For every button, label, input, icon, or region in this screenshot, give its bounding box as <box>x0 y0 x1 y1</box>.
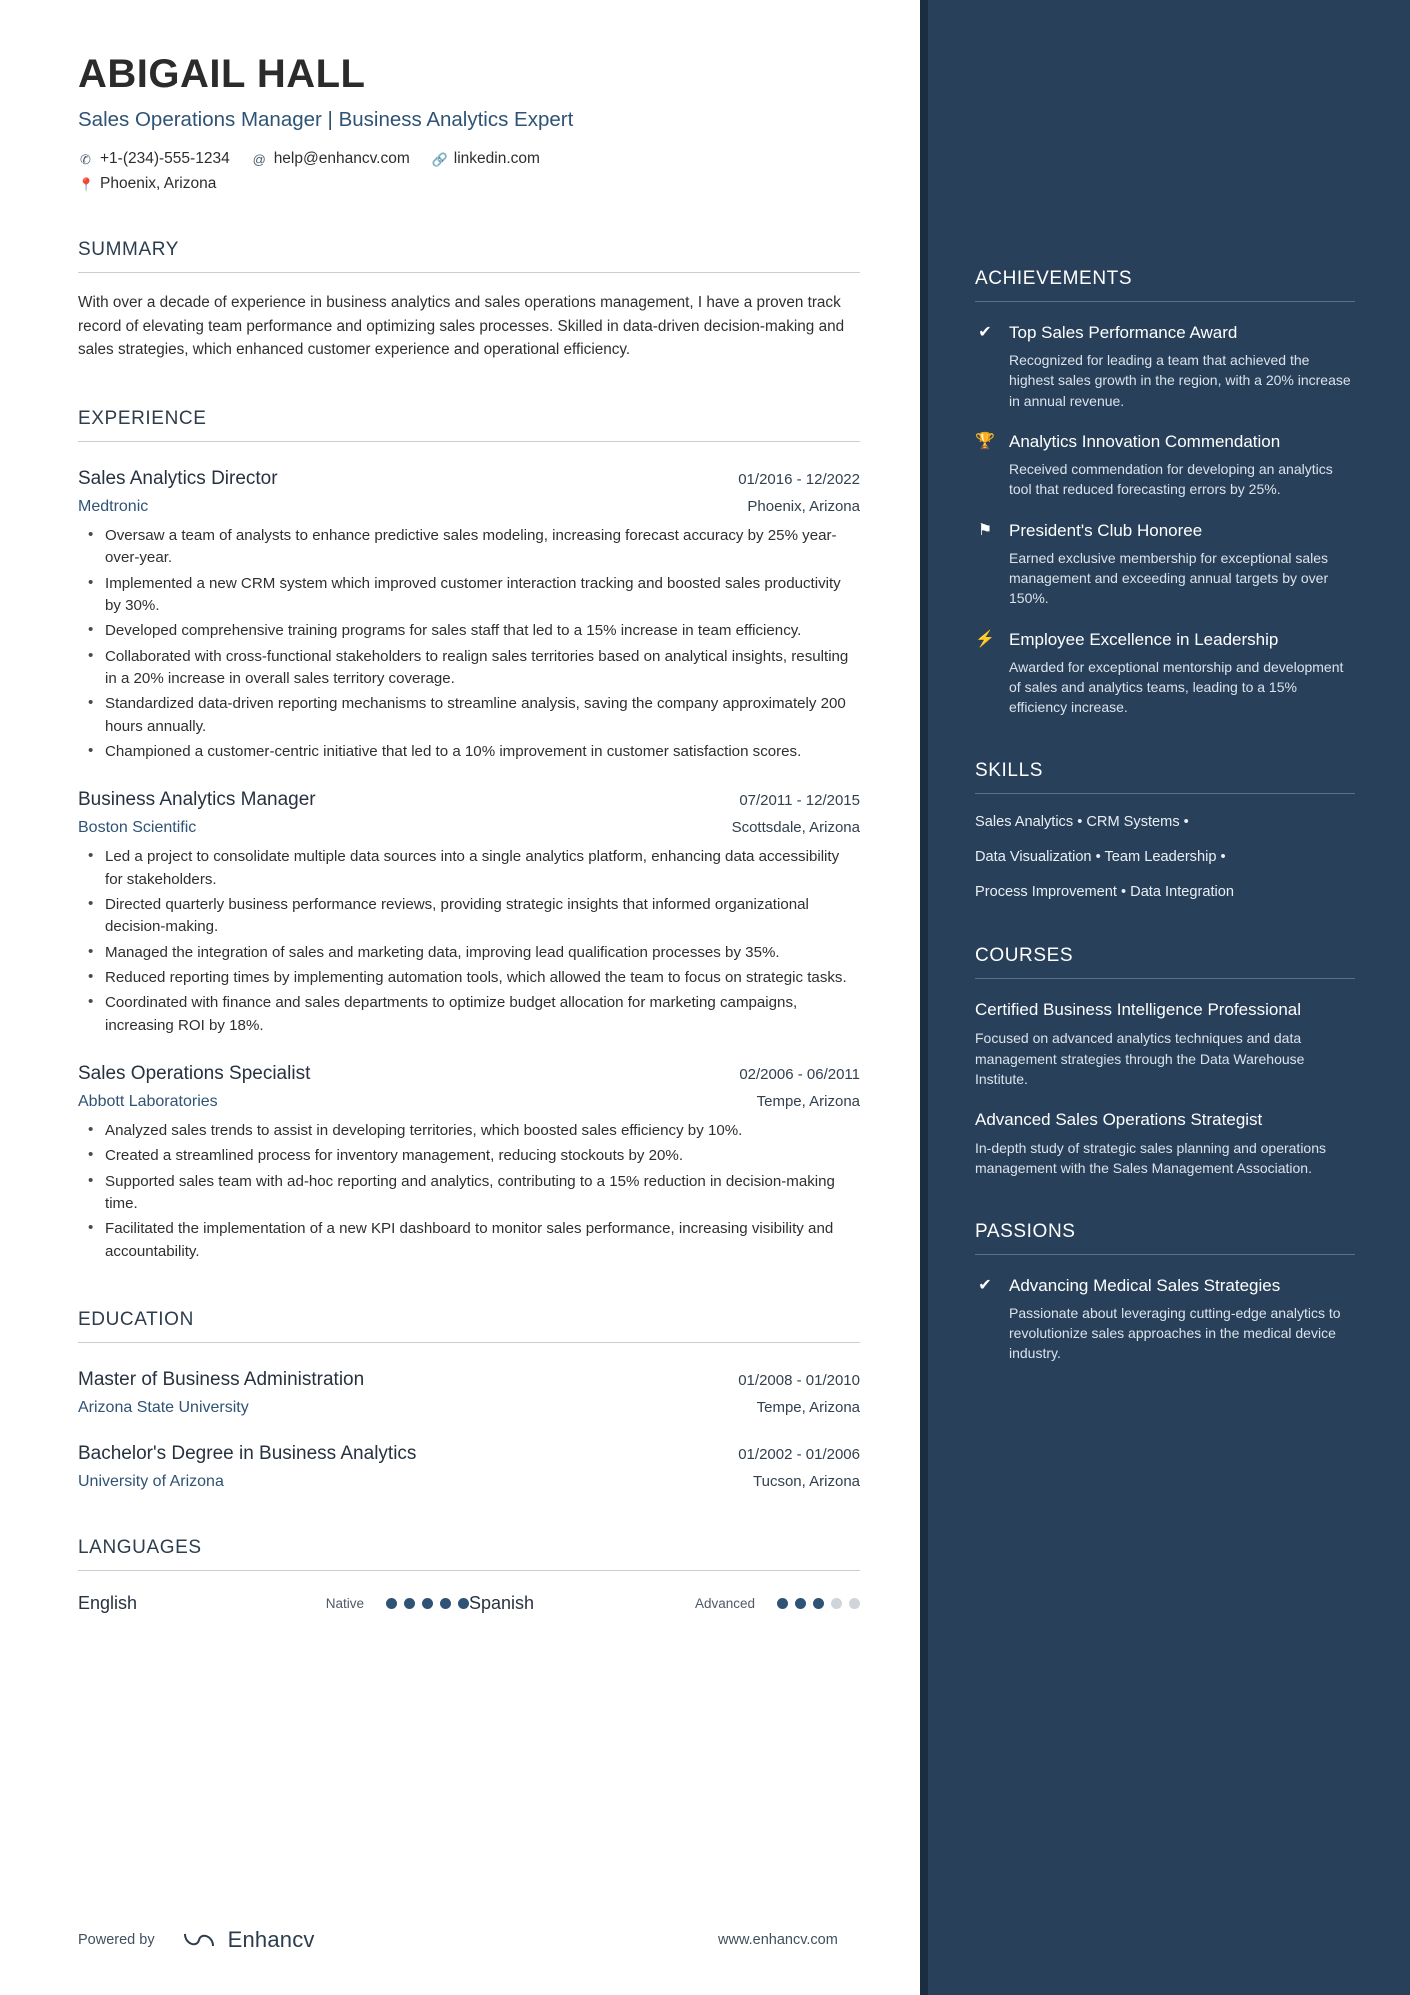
contact-email <box>252 150 410 168</box>
phone-icon: ✆ <box>80 151 91 167</box>
degree-title: Bachelor's Degree in Business Analytics <box>78 1442 417 1464</box>
summary-text: With over a decade of experience in business analytics and sales operations management, I have a proven track record of elevating team performance and optimizing sales processes. Skilled in data-driven decision-making and sales strategies, which enhanced customer experience and operational efficiency. <box>78 294 845 359</box>
job-title: Sales Operations Specialist <box>78 1063 311 1085</box>
contact-phone-value: +1-(234)-555-1234 <box>100 150 230 167</box>
languages-row <box>78 1593 860 1614</box>
job-company: Boston Scientific <box>78 819 197 837</box>
skills-line: Data Visualization • Team Leadership • <box>975 848 1226 865</box>
rating-dot <box>404 1598 415 1609</box>
achievement-item <box>975 629 1355 718</box>
rating-dot <box>777 1598 788 1609</box>
passion-desc: Passionate about leveraging cutting-edge analytics to revolutionize sales approaches in the medical device industry. <box>1009 1304 1341 1362</box>
language-item <box>78 1593 469 1614</box>
passion-title: Advancing Medical Sales Strategies <box>1009 1275 1281 1295</box>
skills-list <box>975 812 1355 903</box>
contact-location-value: Phoenix, Arizona <box>100 175 217 192</box>
course-item <box>975 999 1355 1089</box>
courses-section-title: COURSES <box>975 945 1355 979</box>
language-name: English <box>78 1592 138 1613</box>
experience-item <box>78 1063 860 1263</box>
summary-section-title: SUMMARY <box>78 239 860 273</box>
job-location: Phoenix, Arizona <box>747 498 860 516</box>
location-pin-icon: 📍 <box>78 176 95 192</box>
rating-dot <box>458 1598 469 1609</box>
languages-section <box>78 1537 860 1614</box>
achievements-section <box>975 268 1355 718</box>
list-item: • Created a streamlined process for inventory management, reducing stockouts by 20%. <box>78 1145 860 1167</box>
list-item: • Oversaw a team of analysts to enhance predictive sales modeling, increasing forecast accuracy by 25% year-over-year. <box>78 525 860 570</box>
trophy-icon: 🏆 <box>975 432 995 450</box>
language-level: Advanced <box>694 1595 755 1611</box>
achievement-item <box>975 322 1355 411</box>
achievement-desc: Earned exclusive membership for exceptional sales management and exceeding annual targets by over 150%. <box>1009 549 1329 607</box>
education-section <box>78 1309 860 1491</box>
degree-dates: 01/2008 - 01/2010 <box>738 1371 860 1389</box>
school-location: Tucson, Arizona <box>753 1472 860 1490</box>
job-dates: 01/2016 - 12/2022 <box>738 471 860 489</box>
achievement-title: Employee Excellence in Leadership <box>1009 629 1279 649</box>
brand-name: Enhancv <box>227 1927 315 1952</box>
education-item <box>78 1443 860 1491</box>
achievement-desc: Recognized for leading a team that achieved the highest sales growth in the region, with a 20% increase in annual revenue. <box>1009 352 1351 409</box>
job-location: Tempe, Arizona <box>756 1093 860 1111</box>
list-item: • Collaborated with cross-functional stakeholders to realign sales territories based on analytical insights, resulting in a 20% increase in overall sales territory coverage. <box>78 646 860 691</box>
job-company: Medtronic <box>78 498 149 516</box>
language-rating <box>777 1598 860 1609</box>
rating-dot <box>849 1598 860 1609</box>
skills-line: Sales Analytics • CRM Systems • <box>975 813 1189 830</box>
job-company: Abbott Laboratories <box>78 1093 218 1111</box>
list-item: • Championed a customer-centric initiative that led to a 10% improvement in customer satisfaction scores. <box>78 741 860 763</box>
achievement-title: President's Club Honoree <box>1009 520 1203 540</box>
email-icon: @ <box>252 151 266 167</box>
summary-section <box>78 239 860 362</box>
rating-dot <box>831 1598 842 1609</box>
skills-section-title: SKILLS <box>975 760 1355 794</box>
brand-logo <box>183 1927 315 1953</box>
rating-dot <box>440 1598 451 1609</box>
job-dates: 07/2011 - 12/2015 <box>739 792 860 810</box>
list-item: • Led a project to consolidate multiple data sources into a single analytics platform, enhancing data accessibility for stakeholders. <box>78 846 860 891</box>
achievement-desc: Awarded for exceptional mentorship and development of sales and analytics teams, leading to a 15% efficiency increase. <box>1009 658 1344 716</box>
degree-dates: 01/2002 - 01/2006 <box>738 1445 860 1463</box>
school-name: University of Arizona <box>78 1472 224 1490</box>
job-bullets <box>78 846 860 1037</box>
courses-section <box>975 945 1355 1179</box>
list-item: • Supported sales team with ad-hoc reporting and analytics, contributing to a 15% reduction in decision-making time. <box>78 1171 860 1216</box>
job-location: Scottsdale, Arizona <box>731 819 860 837</box>
list-item: • Analyzed sales trends to assist in developing territories, which boosted sales efficiency by 10%. <box>78 1120 860 1142</box>
contact-info <box>78 150 860 168</box>
experience-item <box>78 789 860 1037</box>
professional-headline: Sales Operations Manager | Business Analytics Expert <box>78 108 574 131</box>
list-item: • Developed comprehensive training programs for sales staff that led to a 15% increase in team efficiency. <box>78 620 860 642</box>
education-section-title: EDUCATION <box>78 1309 860 1343</box>
course-desc: In-depth study of strategic sales planning and operations management with the Sales Management Association. <box>975 1140 1327 1177</box>
list-item: • Implemented a new CRM system which improved customer interaction tracking and boosted sales productivity by 30%. <box>78 573 860 618</box>
achievement-item <box>975 520 1355 609</box>
contact-location-row <box>78 175 860 193</box>
contact-email-value: help@enhancv.com <box>273 150 410 167</box>
job-title: Sales Analytics Director <box>78 468 278 490</box>
check-icon: ✔ <box>978 324 992 341</box>
rating-dot <box>795 1598 806 1609</box>
language-rating <box>386 1598 469 1609</box>
list-item: • Standardized data-driven reporting mechanisms to streamline analysis, saving the company approximately 200 hours annually. <box>78 693 860 738</box>
link-icon: 🔗 <box>431 151 448 167</box>
job-title: Business Analytics Manager <box>78 789 316 811</box>
contact-phone <box>78 150 230 168</box>
skills-line: Process Improvement • Data Integration <box>975 883 1234 900</box>
rating-dot <box>813 1598 824 1609</box>
rating-dot <box>422 1598 433 1609</box>
list-item: • Coordinated with finance and sales departments to optimize budget allocation for marketing campaigns, increasing ROI by 18%. <box>78 992 860 1037</box>
achievement-desc: Received commendation for developing an analytics tool that reduced forecasting errors by 25%. <box>1009 461 1333 498</box>
list-item: • Managed the integration of sales and marketing data, improving lead qualification processes by 35%. <box>78 942 860 964</box>
job-bullets <box>78 1120 860 1263</box>
school-location: Tempe, Arizona <box>756 1398 860 1416</box>
list-item: • Directed quarterly business performance reviews, providing strategic insights that informed organizational decision-making. <box>78 894 860 939</box>
sidebar-column <box>920 0 1410 1995</box>
achievements-section-title: ACHIEVEMENTS <box>975 268 1355 302</box>
page-title: ABIGAIL HALL <box>78 52 366 96</box>
experience-section <box>78 408 860 1263</box>
degree-title: Master of Business Administration <box>78 1368 365 1390</box>
job-bullets <box>78 525 860 763</box>
passion-item <box>975 1275 1355 1364</box>
skills-section <box>975 760 1355 903</box>
contact-link-value: linkedin.com <box>453 150 540 167</box>
experience-section-title: EXPERIENCE <box>78 408 860 442</box>
list-item: • Facilitated the implementation of a new KPI dashboard to monitor sales performance, increasing visibility and accountability. <box>78 1218 860 1263</box>
passions-section-title: PASSIONS <box>975 1221 1355 1255</box>
list-item: • Reduced reporting times by implementing automation tools, which allowed the team to focus on strategic tasks. <box>78 967 860 989</box>
experience-item <box>78 468 860 763</box>
language-item <box>469 1593 860 1614</box>
footer-url[interactable]: www.enhancv.com <box>718 1932 838 1948</box>
flag-icon: ⚑ <box>977 521 993 539</box>
job-dates: 02/2006 - 06/2011 <box>739 1066 860 1084</box>
contact-location <box>78 175 216 193</box>
achievement-item <box>975 431 1355 500</box>
rating-dot <box>386 1598 397 1609</box>
course-item <box>975 1109 1355 1179</box>
course-title: Advanced Sales Operations Strategist <box>975 1110 1263 1130</box>
check-icon: ✔ <box>978 1276 992 1294</box>
powered-by-label: Powered by <box>78 1932 155 1948</box>
achievement-title: Analytics Innovation Commendation <box>1009 431 1281 451</box>
language-name: Spanish <box>469 1592 535 1613</box>
achievement-title: Top Sales Performance Award <box>1009 323 1238 342</box>
resume-header <box>78 52 860 193</box>
education-item <box>78 1369 860 1417</box>
contact-link[interactable] <box>432 150 540 168</box>
passions-section <box>975 1221 1355 1364</box>
language-level: Native <box>325 1595 364 1611</box>
course-desc: Focused on advanced analytics techniques and data management strategies through the Data Warehouse Institute. <box>975 1030 1305 1087</box>
course-title: Certified Business Intelligence Professional <box>975 1000 1302 1020</box>
languages-section-title: LANGUAGES <box>78 1537 860 1571</box>
enhancv-logo-icon <box>183 1930 217 1950</box>
bolt-icon: ⚡ <box>975 630 995 648</box>
school-name: Arizona State University <box>78 1398 249 1416</box>
